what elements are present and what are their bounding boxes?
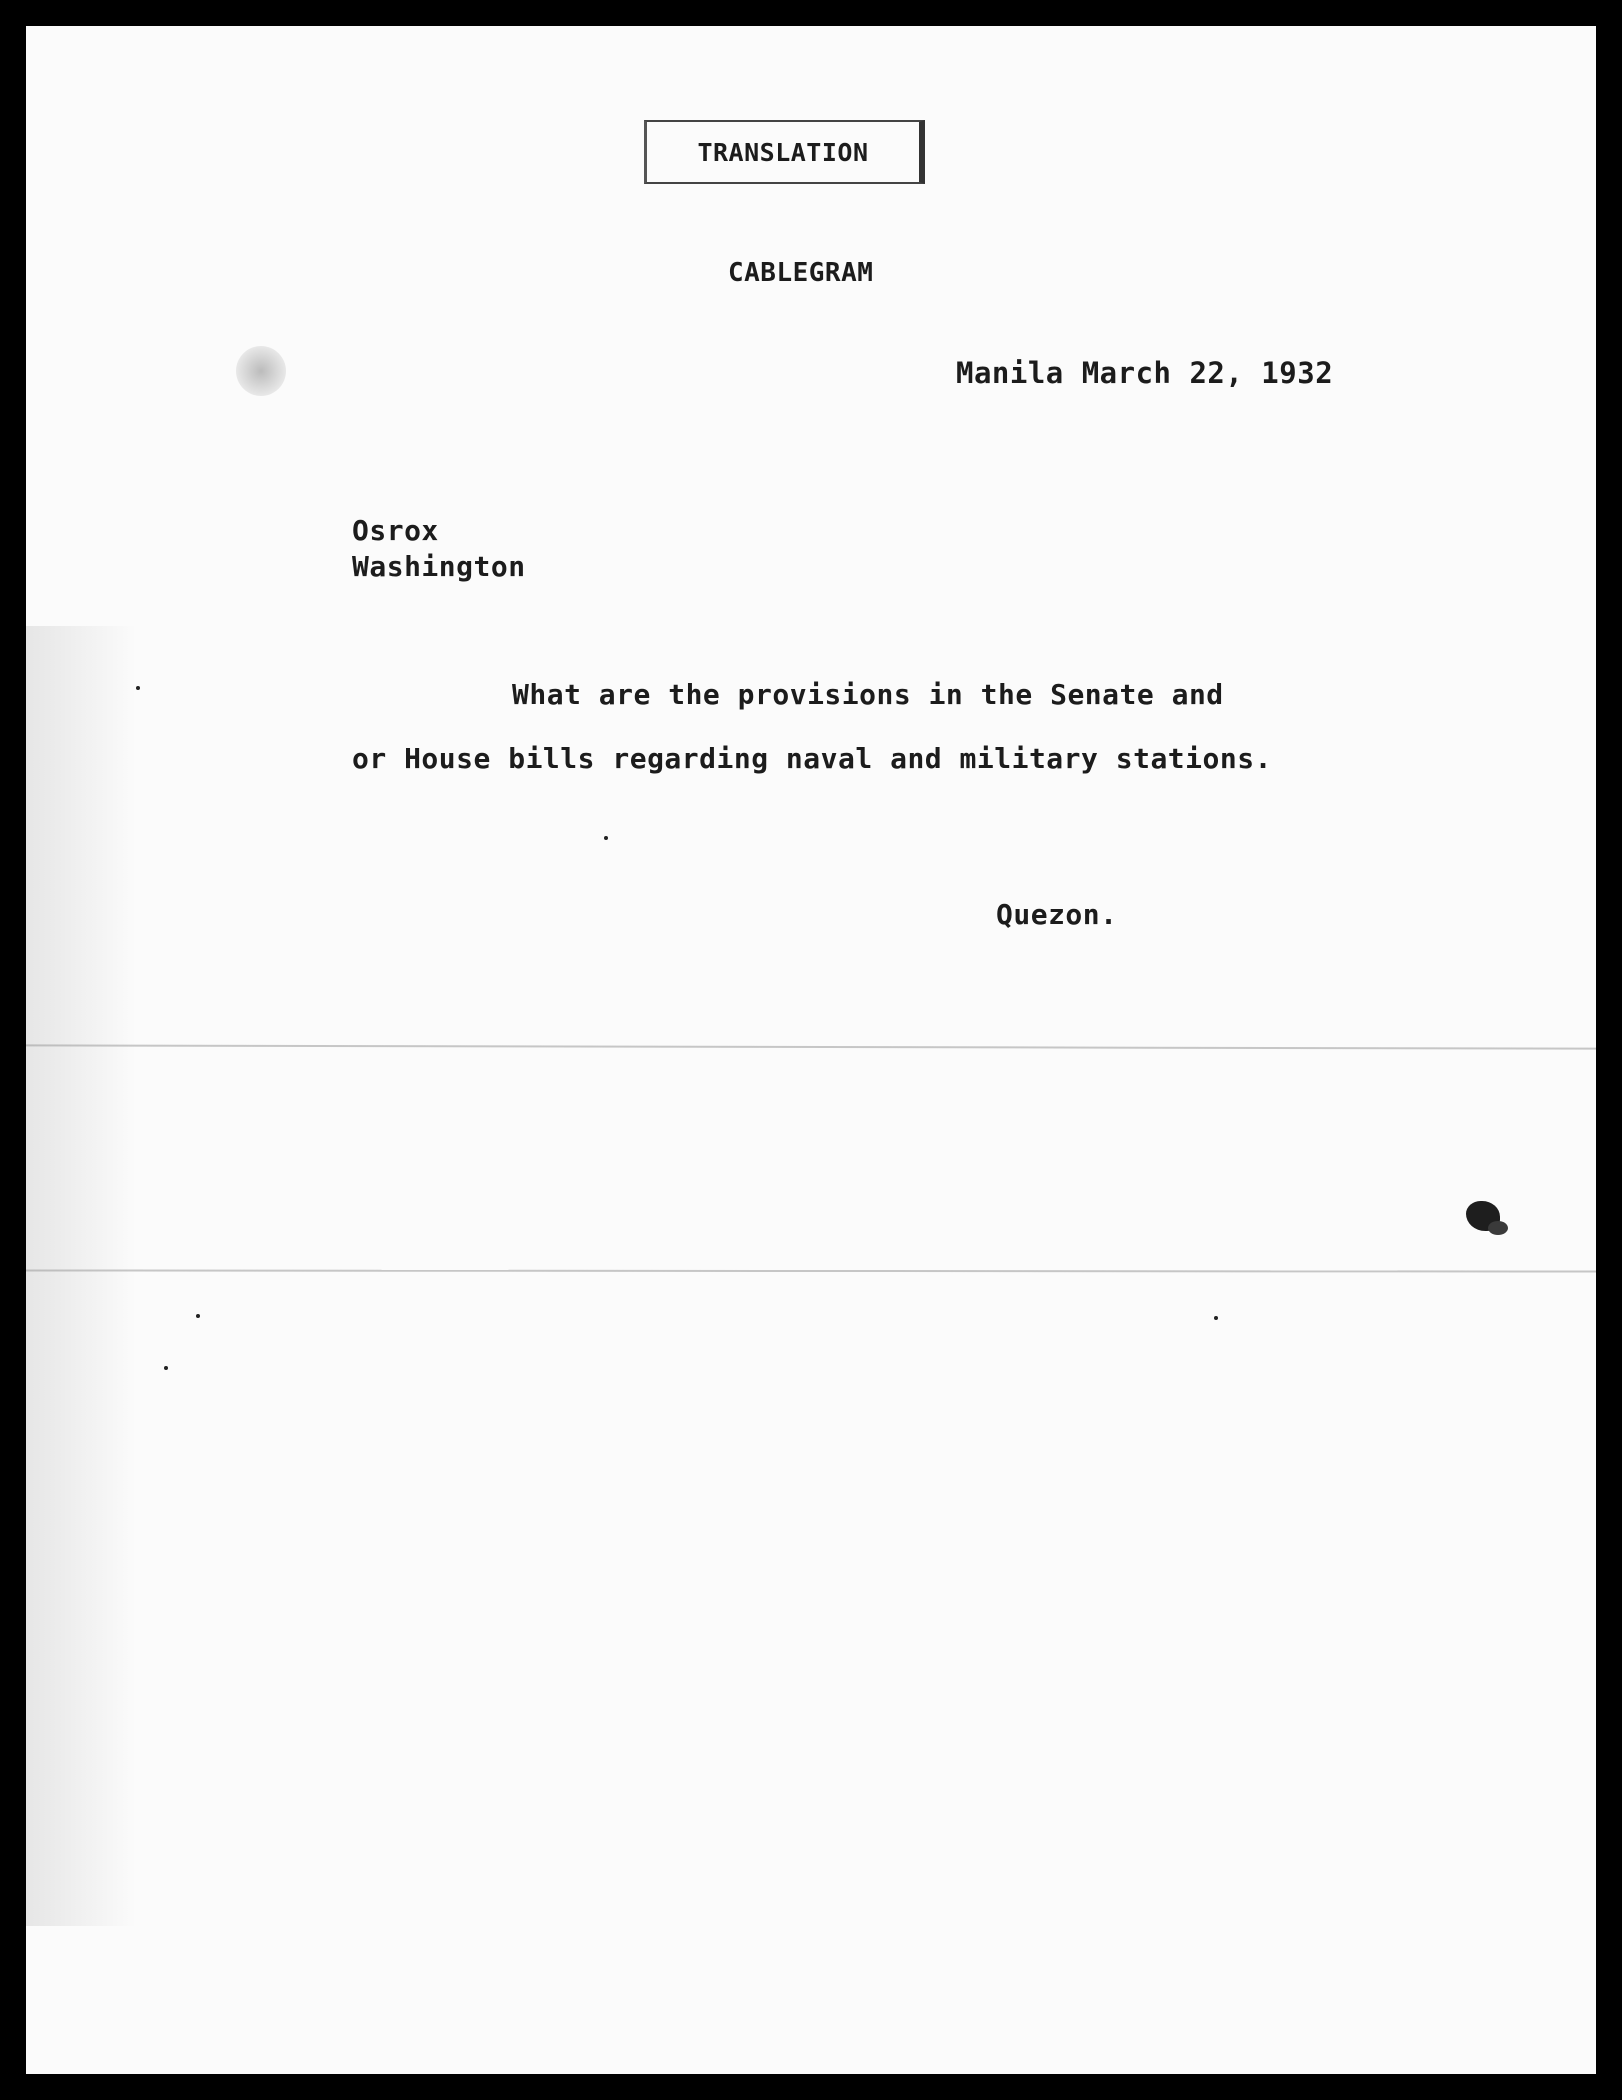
translation-stamp: TRANSLATION [644,120,925,184]
speck [196,1314,200,1318]
speck [1214,1316,1218,1320]
speck [164,1366,168,1370]
ink-blot [1488,1221,1508,1235]
dateline: Manila March 22, 1932 [956,356,1334,390]
document-page [26,26,1596,2074]
address-line-1: Osrox [352,514,439,547]
fold-line [26,1269,1596,1272]
speck [604,836,608,840]
speck [136,686,140,690]
address-line-2: Washington [352,550,526,583]
message-line-2: or House bills regarding naval and military stations. [352,742,1272,775]
message-line-1: What are the provisions in the Senate and [512,678,1224,711]
signature: Quezon. [996,898,1118,931]
fold-line [26,1044,1596,1049]
smudge-mark [236,346,286,396]
paper-edge-shadow [26,626,136,1926]
document-title: CABLEGRAM [728,258,874,288]
